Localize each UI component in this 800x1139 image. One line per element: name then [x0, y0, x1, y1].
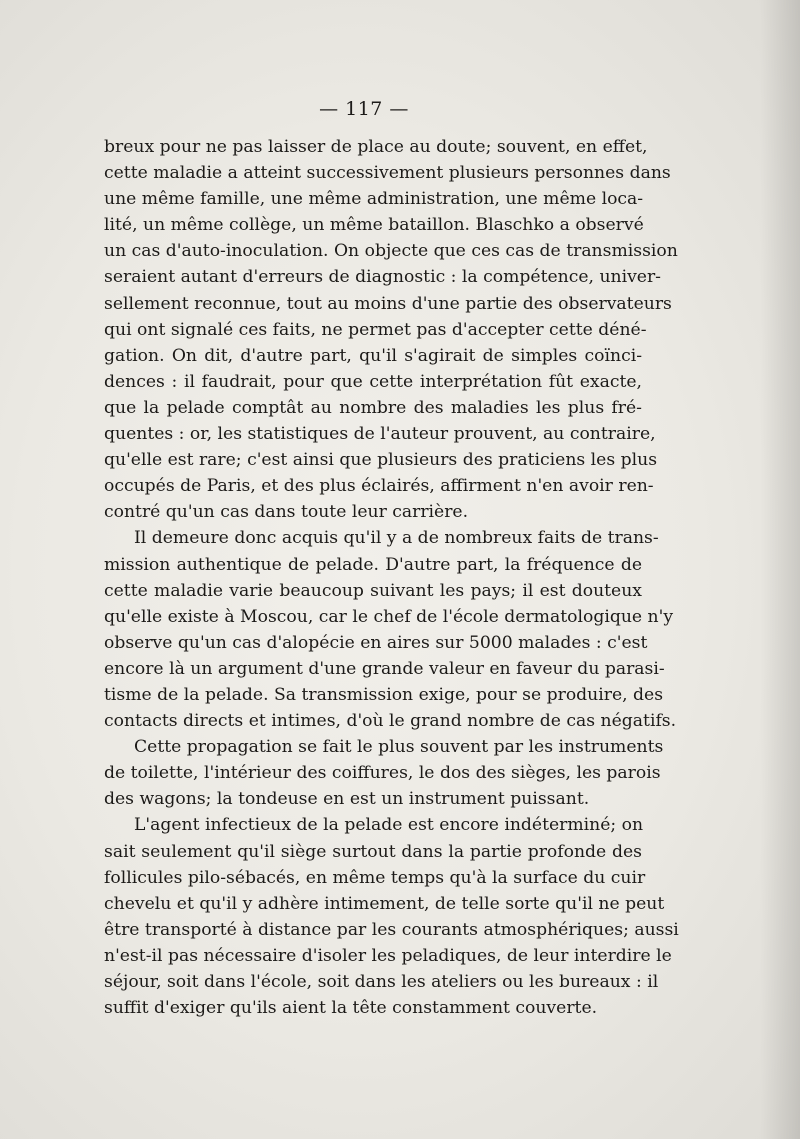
text-line: Cette propagation se fait le plus souvent par les instruments — [134, 737, 664, 758]
text-line: dences : il faudrait, pour que cette interprétation fût exacte, — [104, 371, 642, 392]
text-line: qu'elle existe à Moscou, car le chef de l'école dermatologique n'y — [104, 606, 674, 627]
text-line: mission authentique de pelade. D'autre part, la fréquence de — [104, 554, 642, 575]
text-line: un cas d'auto-inoculation. On objecte que ces cas de transmission — [104, 241, 678, 262]
text-line: contacts directs et intimes, d'où le grand nombre de cas négatifs. — [104, 711, 677, 732]
text-line: que la pelade comptât au nombre des maladies les plus fré- — [104, 397, 642, 418]
text-line: chevelu et qu'il y adhère intimement, de telle sorte qu'il ne peut — [104, 893, 665, 914]
text-line: sait seulement qu'il siège surtout dans la partie profonde des — [104, 841, 642, 862]
text-line: cette maladie a atteint successivement plusieurs personnes dans — [104, 163, 671, 184]
text-line: L'agent infectieux de la pelade est encore indéterminé; on — [134, 815, 644, 836]
page-body — [104, 134, 679, 1021]
text-line: cette maladie varie beaucoup suivant les pays; il est douteux — [104, 580, 642, 601]
paragraph — [104, 525, 677, 734]
text-line: n'est-il pas nécessaire d'isoler les peladiques, de leur interdire le — [104, 945, 672, 966]
text-line: de toilette, l'intérieur des coiffures, le dos des sièges, les parois — [104, 763, 661, 784]
paragraph — [104, 734, 664, 812]
text-line: être transporté à distance par les courants atmosphériques; aussi — [104, 919, 679, 940]
text-line: quentes : or, les statistiques de l'auteur prouvent, au contraire, — [104, 424, 656, 445]
text-line: seraient autant d'erreurs de diagnostic : la compétence, univer- — [104, 267, 661, 288]
text-line: séjour, soit dans l'école, soit dans les ateliers ou les bureaux : il — [104, 972, 659, 992]
text-line: observe qu'un cas d'alopécie en aires sur 5000 malades : c'est — [104, 632, 648, 653]
text-line: sellement reconnue, tout au moins d'une partie des observateurs — [104, 293, 672, 314]
text-line: une même famille, une même administration, une même loca- — [104, 189, 644, 210]
text-line: encore là un argument d'une grande valeur en faveur du parasi- — [104, 658, 665, 679]
page-number: — 117 — — [319, 98, 409, 120]
text-line: contré qu'un cas dans toute leur carrière. — [104, 502, 469, 523]
text-line: Il demeure donc acquis qu'il y a de nombreux faits de trans- — [134, 528, 659, 549]
text-line: des wagons; la tondeuse en est un instrument puissant. — [104, 789, 590, 810]
text-line: suffit d'exiger qu'ils aient la tête constamment couverte. — [104, 998, 598, 1019]
text-line: qu'elle est rare; c'est ainsi que plusieurs des praticiens les plus — [104, 450, 658, 471]
text-line: tisme de la pelade. Sa transmission exige, pour se produire, des — [104, 684, 664, 705]
text-line: gation. On dit, d'autre part, qu'il s'agirait de simples coïnci- — [104, 345, 642, 366]
text-line: occupés de Paris, et des plus éclairés, affirment n'en avoir ren- — [104, 476, 654, 497]
text-line: lité, un même collège, un même bataillon. Blaschko a observé — [104, 215, 644, 236]
text-line: follicules pilo-sébacés, en même temps qu'à la surface du cuir — [104, 867, 646, 888]
paragraph — [104, 812, 679, 1021]
paragraph — [104, 134, 678, 525]
text-line: qui ont signalé ces faits, ne permet pas d'accepter cette déné- — [104, 319, 647, 340]
text-line: breux pour ne pas laisser de place au doute; souvent, en effet, — [104, 137, 648, 157]
